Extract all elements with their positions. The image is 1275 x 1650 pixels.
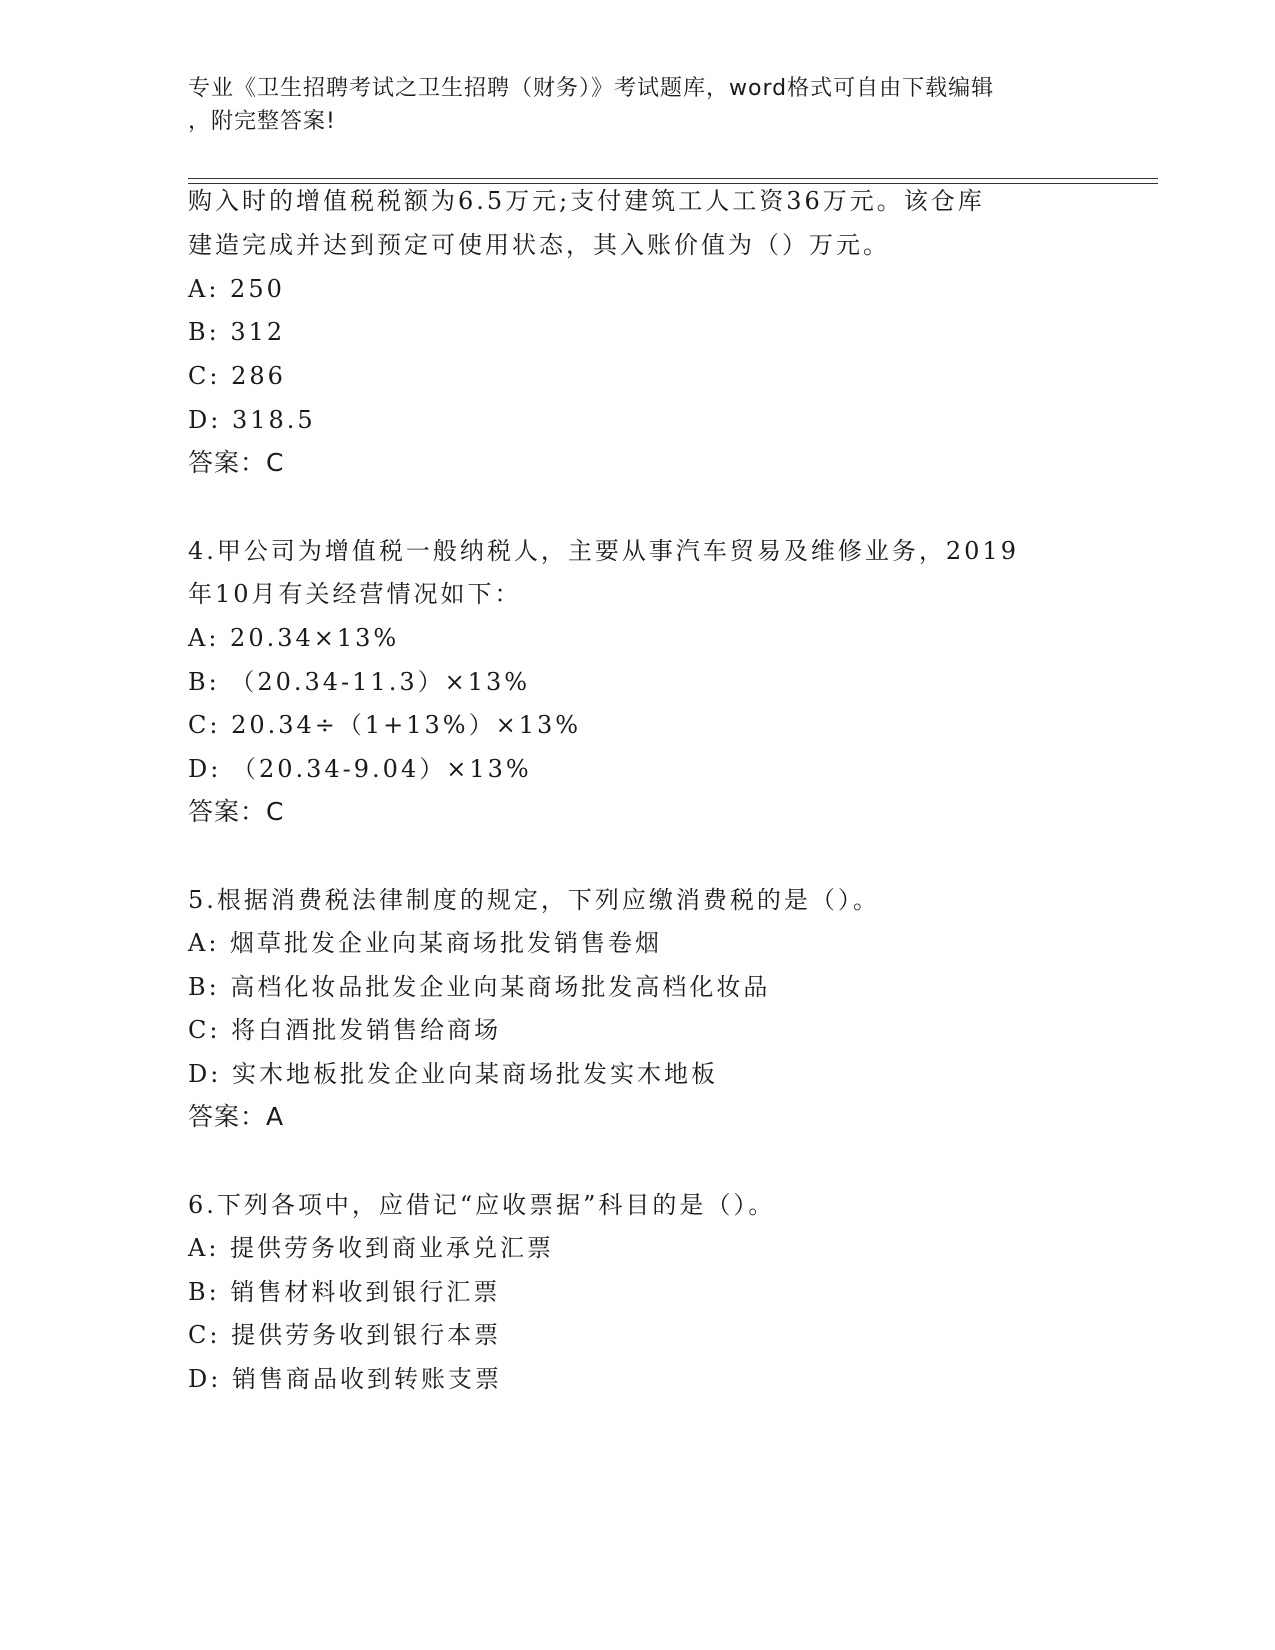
q5-option-a: A: 烟草批发企业向某商场批发销售卷烟 (188, 929, 663, 957)
q3-option-c: C: 286 (188, 362, 286, 390)
q5-option-d: D: 实木地板批发企业向某商场批发实木地板 (188, 1060, 718, 1088)
q4-option-a: A: 20.34×13% (188, 624, 400, 652)
q4-option-c: C: 20.34÷（1+13%）×13% (188, 711, 582, 739)
header-line-2: ，附完整答案! (188, 109, 336, 134)
q6-option-d: D: 销售商品收到转账支票 (188, 1365, 502, 1393)
q5-option-b: B: 高档化妆品批发企业向某商场批发高档化妆品 (188, 973, 771, 1001)
q4-stem-line-1: 4.甲公司为增值税一般纳税人，主要从事汽车贸易及维修业务，2019 (188, 537, 1019, 565)
q6-option-b: B: 销售材料收到银行汇票 (188, 1278, 501, 1306)
q5-answer: 答案：A (188, 1102, 285, 1131)
q3-stem-line-2: 建造完成并达到预定可使用状态，其入账价值为（）万元。 (188, 231, 890, 259)
q4-option-d: D: （20.34-9.04）×13% (188, 755, 532, 783)
q4-option-b: B: （20.34-11.3）×13% (188, 668, 531, 696)
header-divider-top (188, 178, 1158, 179)
q6-stem-line-1: 6.下列各项中，应借记“应收票据”科目的是（）。 (188, 1191, 776, 1219)
q3-option-d: D: 318.5 (188, 406, 316, 434)
q5-option-c: C: 将白酒批发销售给商场 (188, 1016, 502, 1044)
q4-stem-line-2: 年10月有关经营情况如下： (188, 580, 522, 608)
q4-answer: 答案：C (188, 797, 285, 826)
q5-stem-line-1: 5.根据消费税法律制度的规定，下列应缴消费税的是（）。 (188, 886, 880, 914)
q3-option-b: B: 312 (188, 318, 286, 346)
q6-option-a: A: 提供劳务收到商业承兑汇票 (188, 1234, 555, 1262)
q6-option-c: C: 提供劳务收到银行本票 (188, 1321, 502, 1349)
q3-stem-line-1: 购入时的增值税税额为6.5万元;支付建筑工人工资36万元。该仓库 (188, 187, 985, 215)
q3-option-a: A: 250 (188, 275, 285, 303)
q3-answer: 答案：C (188, 448, 285, 477)
document-header (188, 72, 1068, 138)
header-line-1: 专业《卫生招聘考试之卫生招聘（财务）》考试题库，word格式可自由下载编辑 (188, 76, 995, 101)
